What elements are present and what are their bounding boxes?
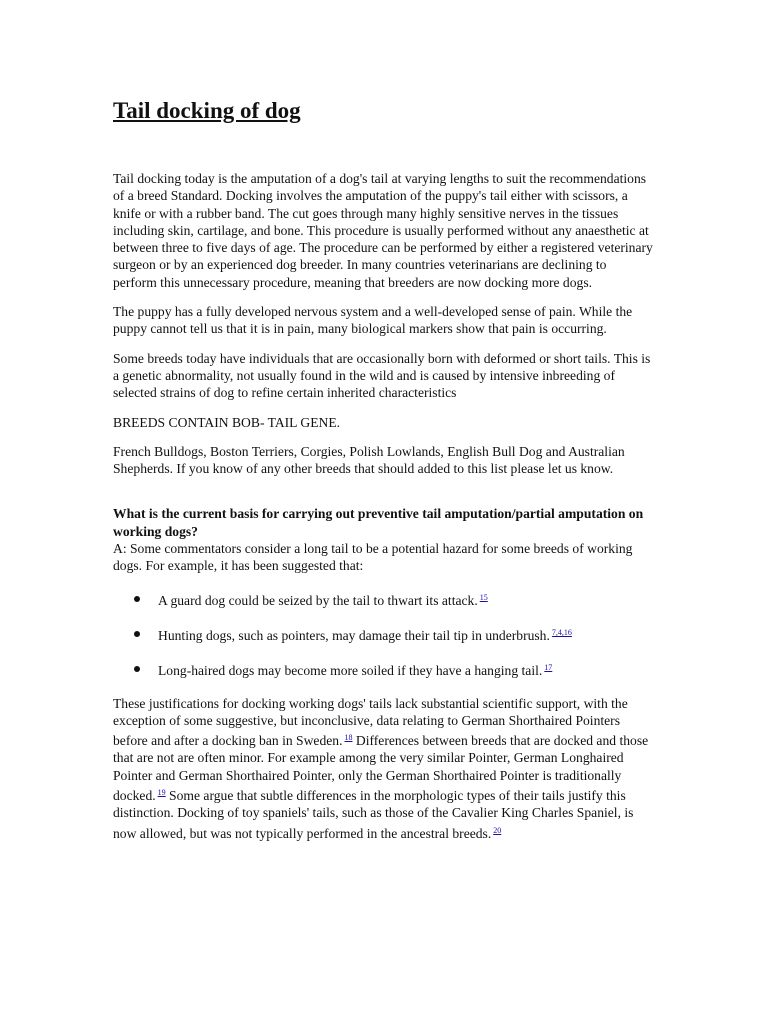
reference-link[interactable]: 7,4,16 xyxy=(551,627,572,637)
paragraph-genetics: Some breeds today have individuals that are occasionally born with deformed or short tails. This is a genetic abnormality, not usually found in the wild and is caused by intensive inbreeding of selected strains of dog to refine certain inherited characteristics xyxy=(113,350,651,401)
reference-link[interactable]: 15 xyxy=(479,592,488,602)
bullet-icon xyxy=(134,666,140,672)
document-page xyxy=(113,96,653,854)
list-item-text: Long-haired dogs may become more soiled if they have a hanging tail. xyxy=(158,663,543,679)
reference-link[interactable]: 18 xyxy=(344,733,353,743)
paragraph-heading-bobtail: BREEDS CONTAIN BOB- TAIL GENE. xyxy=(113,414,341,430)
paragraph-intro: Tail docking today is the amputation of a dog's tail at varying lengths to suit the recommendations of a breed Standard. Docking involves the amputation of the puppy's tail either with scissors, a knife or with a rubber band. The cut goes through many highly sensitive nerves in the tissues including skin, cartilage, and bone. This procedure is usually performed without any anaesthetic at between three to five days of age. The procedure can be performed by either a registered veterinary surgeon or by an experienced dog breeder. In many countries veterinarians are declining to perform this unnecessary procedure, meaning that breeders are now docking more dogs. xyxy=(113,171,653,290)
list-item xyxy=(113,589,653,609)
closing-text-part3: Some argue that subtle differences in the morphologic types of their tails justify this distinction. Docking of toy spaniels' tails, such as those of the Cavalier King Charles Spaniel, is now allowed, but was not typically performed in the ancestral breeds. xyxy=(113,788,634,841)
closing-text-part2: Differences between breeds that are docked and those that are not are often minor. For example among the very similar Pointer, German Longhaired Pointer and German Shorthaired Pointer, only the German Shorthaired Pointer is traditionally docked. xyxy=(113,733,649,804)
answer-intro: A: Some commentators consider a long tail to be a potential hazard for some breeds of working dogs. For example, it has been suggested that: xyxy=(113,541,633,574)
paragraph-breeds-list: French Bulldogs, Boston Terriers, Corgies, Polish Lowlands, English Bull Dog and Australian Shepherds. If you know of any other breeds that should added to this list please let us know. xyxy=(113,443,625,477)
question-heading: What is the current basis for carrying out preventive tail amputation/partial amputation on working dogs? xyxy=(113,506,644,539)
reference-link[interactable]: 19 xyxy=(157,788,166,798)
page-title: Tail docking of dog xyxy=(113,98,301,123)
list-item xyxy=(113,624,653,644)
list-item-text: A guard dog could be seized by the tail to thwart its attack. xyxy=(158,592,478,608)
list-item xyxy=(113,659,653,679)
closing-text-part1: These justifications for docking working dogs' tails lack substantial scientific support, with the exception of some suggestive, but inconclusive, data relating to German Shorthaired Pointers before and after a docking ban in Sweden. xyxy=(113,695,628,749)
bullet-icon xyxy=(134,596,140,602)
reference-link[interactable]: 20 xyxy=(493,825,502,835)
bullet-icon xyxy=(134,631,140,637)
list-item-text: Hunting dogs, such as pointers, may damage their tail tip in underbrush. xyxy=(158,627,550,643)
paragraph-pain: The puppy has a fully developed nervous system and a well-developed sense of pain. While the puppy cannot tell us that it is in pain, many biological markers show that pain is occurring. xyxy=(113,304,633,337)
reference-link[interactable]: 17 xyxy=(544,663,553,673)
bullet-list xyxy=(113,589,653,680)
paragraph-closing xyxy=(113,695,653,842)
